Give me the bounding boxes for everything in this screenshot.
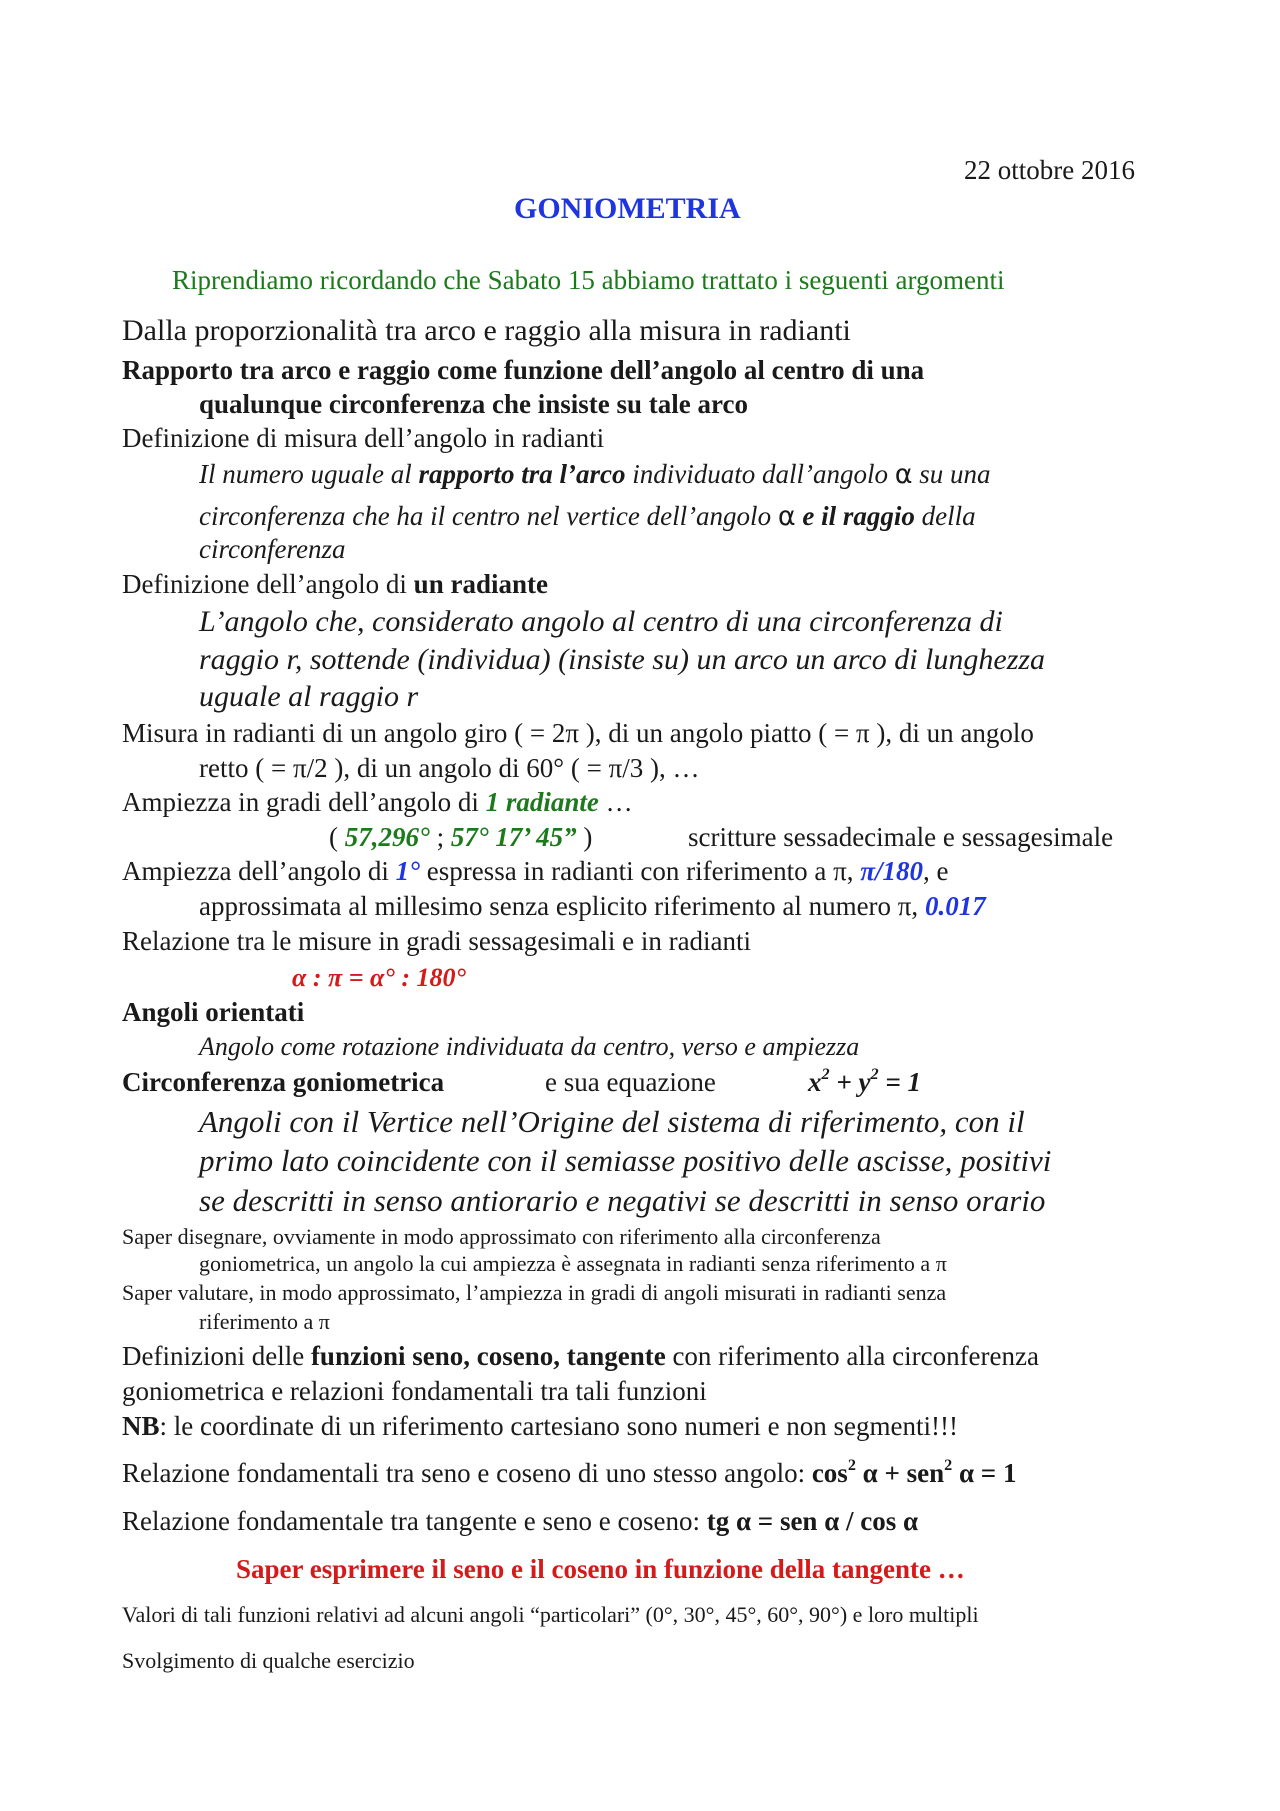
page-title: GONIOMETRIA — [514, 192, 741, 225]
saper-esprimere: Saper esprimere il seno e il coseno in funzione della tangente … — [236, 1554, 965, 1584]
def-radiante-line-1: L’angolo che, considerato angolo al centro di una circonferenza di — [199, 605, 1003, 638]
heading-proporzionalita: Dalla proporzionalità tra arco e raggio alla misura in radianti — [122, 314, 851, 347]
circonferenza-line-3: se descritti in senso antiorario e negativi se descritti in senso orario — [199, 1183, 1046, 1218]
saper-disegnare-line-1: Saper disegnare, ovviamente in modo approssimato con riferimento alla circonferenza — [122, 1224, 881, 1249]
relazione-gradi-label: Relazione tra le misure in gradi sessagesimali e in radianti — [122, 926, 752, 956]
circonferenza-title: Circonferenza goniometrica — [122, 1067, 445, 1097]
valori-text: Valori di tali funzioni relativi ad alcuni angoli “particolari” (0°, 30°, 45°, 60°, 90°) e loro multipli — [122, 1602, 979, 1627]
ampiezza-radiante-note: scritture sessadecimale e sessagesimale — [688, 822, 1114, 852]
angoli-orientati-desc: Angolo come rotazione individuata da centro, verso e ampiezza — [199, 1032, 860, 1061]
def-radiante-line-2: raggio r, sottende (individua) (insiste su) un arco un arco di lunghezza — [199, 643, 1046, 676]
def-misura-label: Definizione di misura dell’angolo in radianti — [122, 423, 605, 453]
def-misura-line-3: circonferenza — [199, 534, 346, 564]
definizioni-line-1: Definizioni delle funzioni seno, coseno, tangente con riferimento alla circonferenza — [122, 1341, 1039, 1371]
circonferenza-line-1: Angoli con il Vertice nell’Origine del sistema di riferimento, con il — [199, 1104, 1025, 1139]
saper-valutare-line-2: riferimento a π — [199, 1309, 330, 1334]
ampiezza-grado-line-1: Ampiezza dell’angolo di 1° espressa in radianti con riferimento a π, π/180, e — [122, 856, 949, 886]
circonferenza-equation: $x^2 + y^2 = 1$ — [808, 1064, 921, 1097]
angoli-orientati-title: Angoli orientati — [122, 997, 305, 1027]
saper-disegnare-line-2: goniometrica, un angolo la cui ampiezza è assegnata in radianti senza riferimento a π — [199, 1251, 947, 1276]
circonferenza-line-2: primo lato coincidente con il semiasse positivo delle ascisse, positivi — [199, 1143, 1052, 1178]
misura-giro-line-1: Misura in radianti di un angolo giro ( = 2π ), di un angolo piatto ( = π ), di un angolo — [122, 718, 1034, 748]
definizioni-line-2: goniometrica e relazioni fondamentali tra tali funzioni — [122, 1376, 707, 1406]
rapporto-line-2: qualunque circonferenza che insiste su tale arco — [199, 389, 748, 419]
def-radiante-label: Definizione dell’angolo di un radiante — [122, 569, 548, 599]
def-radiante-line-3: uguale al raggio r — [199, 680, 419, 713]
relazione-gradi-formula: α : π = α° : 180° — [292, 963, 466, 992]
ampiezza-radiante-label: Ampiezza in gradi dell’angolo di 1 radiante … — [122, 787, 633, 817]
ampiezza-grado-line-2: approssimata al millesimo senza esplicito riferimento al numero π, 0.017 — [199, 891, 986, 921]
ampiezza-radiante-values: ( 57,296° ; 57° 17’ 45” ) — [329, 822, 593, 852]
def-misura-line-2: circonferenza che ha il centro nel vertice dell’angolo α e il raggio della — [199, 501, 976, 532]
nb-note: NB: le coordinate di un riferimento cartesiano sono numeri e non segmenti!!! — [122, 1411, 959, 1441]
saper-valutare-line-1: Saper valutare, in modo approssimato, l’ampiezza in gradi di angoli misurati in radianti senza — [122, 1280, 947, 1305]
circonferenza-sub: e sua equazione — [545, 1067, 716, 1097]
def-misura-line-1: Il numero uguale al rapporto tra l’arco individuato dall’angolo α su una — [199, 459, 991, 490]
intro-text: Riprendiamo ricordando che Sabato 15 abbiamo trattato i seguenti argomenti — [172, 265, 1005, 295]
rapporto-line-1: Rapporto tra arco e raggio come funzione dell’angolo al centro di una — [122, 355, 925, 385]
relazione-tangente: Relazione fondamentale tra tangente e seno e coseno: tg α = sen α / cos α — [122, 1506, 919, 1536]
relazione-seno-coseno: Relazione fondamentali tra seno e coseno di uno stesso angolo: $\cos^2 \alpha + sen^2$ α = 1 — [122, 1455, 1017, 1488]
svolgimento-text: Svolgimento di qualche esercizio — [122, 1648, 415, 1673]
document-date: 22 ottobre 2016 — [964, 155, 1135, 185]
misura-giro-line-2: retto ( = π/2 ), di un angolo di 60° ( = π/3 ), … — [199, 753, 700, 783]
